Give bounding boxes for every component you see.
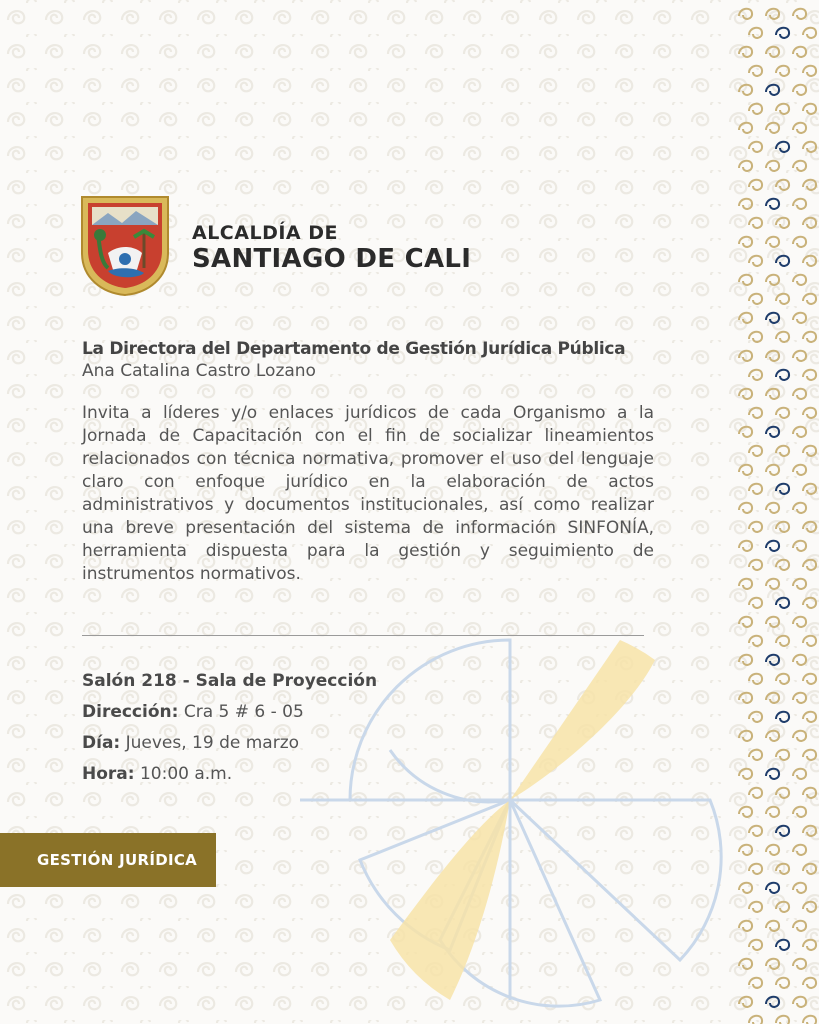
swirl-mark xyxy=(776,66,789,76)
swirl-mark xyxy=(776,750,789,760)
swirl-mark xyxy=(793,731,806,741)
swirl-mark xyxy=(766,47,779,57)
swirl-mark xyxy=(766,275,779,285)
swirl-mark xyxy=(793,541,806,551)
swirl-mark xyxy=(739,427,752,437)
swirl-mark xyxy=(793,503,806,513)
swirl-mark xyxy=(803,750,816,760)
swirl-mark xyxy=(793,845,806,855)
swirl-mark xyxy=(776,674,789,684)
swirl-mark xyxy=(776,104,789,114)
day-value: Jueves, 19 de marzo xyxy=(125,733,300,753)
swirl-mark xyxy=(803,598,816,608)
swirl-mark xyxy=(766,997,779,1007)
swirl-mark xyxy=(739,465,752,475)
swirl-mark xyxy=(766,579,779,589)
swirl-mark xyxy=(749,28,762,38)
swirl-mark xyxy=(766,655,779,665)
decorative-swirl-strip xyxy=(733,0,819,1024)
swirl-mark xyxy=(739,997,752,1007)
swirl-mark xyxy=(766,731,779,741)
swirl-mark xyxy=(793,959,806,969)
swirl-mark xyxy=(739,313,752,323)
swirl-mark xyxy=(803,864,816,874)
swirl-mark xyxy=(739,85,752,95)
swirl-mark xyxy=(749,978,762,988)
swirl-mark xyxy=(739,9,752,19)
swirl-mark xyxy=(793,199,806,209)
swirl-mark xyxy=(766,959,779,969)
swirl-mark xyxy=(766,693,779,703)
swirl-mark xyxy=(739,123,752,133)
event-details xyxy=(82,666,377,790)
swirl-mark xyxy=(749,750,762,760)
director-title: La Directora del Departamento de Gestión Jurídica Pública xyxy=(82,339,626,359)
swirl-mark xyxy=(739,351,752,361)
swirl-mark xyxy=(803,1016,816,1024)
swirl-mark xyxy=(803,712,816,722)
swirl-mark xyxy=(803,674,816,684)
swirl-mark xyxy=(803,332,816,342)
swirl-mark xyxy=(793,351,806,361)
swirl-mark xyxy=(749,712,762,722)
swirl-mark xyxy=(749,256,762,266)
swirl-mark xyxy=(793,161,806,171)
swirl-mark xyxy=(776,560,789,570)
swirl-mark xyxy=(776,294,789,304)
swirl-mark xyxy=(776,446,789,456)
director-name: Ana Catalina Castro Lozano xyxy=(82,361,316,381)
swirl-mark xyxy=(749,66,762,76)
swirl-mark xyxy=(766,389,779,399)
alcaldia-logo xyxy=(78,193,471,297)
swirl-mark xyxy=(776,598,789,608)
swirl-mark xyxy=(803,142,816,152)
swirl-mark xyxy=(793,389,806,399)
day-row xyxy=(82,728,377,759)
swirl-mark xyxy=(739,541,752,551)
department-tag xyxy=(0,833,216,887)
swirl-mark xyxy=(793,9,806,19)
swirl-mark xyxy=(739,921,752,931)
swirl-mark xyxy=(793,579,806,589)
swirl-mark xyxy=(739,693,752,703)
swirl-mark xyxy=(766,807,779,817)
swirl-mark xyxy=(803,902,816,912)
swirl-mark xyxy=(803,408,816,418)
swirl-mark xyxy=(793,997,806,1007)
swirl-mark xyxy=(749,332,762,342)
swirl-mark xyxy=(803,370,816,380)
invitation-content xyxy=(82,338,654,586)
swirl-mark xyxy=(803,294,816,304)
swirl-mark xyxy=(749,104,762,114)
swirl-mark xyxy=(766,845,779,855)
swirl-mark xyxy=(793,617,806,627)
swirl-mark xyxy=(793,47,806,57)
swirl-mark xyxy=(749,218,762,228)
swirl-mark xyxy=(749,902,762,912)
swirl-mark xyxy=(776,864,789,874)
swirl-mark xyxy=(803,636,816,646)
time-row xyxy=(82,759,377,790)
swirl-mark xyxy=(749,408,762,418)
swirl-mark xyxy=(793,807,806,817)
swirl-mark xyxy=(776,28,789,38)
org-line-2: SANTIAGO DE CALI xyxy=(192,244,472,274)
swirl-mark xyxy=(776,142,789,152)
swirl-mark xyxy=(749,864,762,874)
swirl-mark xyxy=(739,47,752,57)
pinwheel-graphic xyxy=(300,600,730,1020)
swirl-mark xyxy=(749,598,762,608)
swirl-mark xyxy=(776,332,789,342)
swirl-mark xyxy=(793,275,806,285)
swirl-mark xyxy=(739,731,752,741)
swirl-mark xyxy=(776,826,789,836)
swirl-mark xyxy=(749,826,762,836)
swirl-mark xyxy=(793,883,806,893)
swirl-mark xyxy=(766,921,779,931)
swirl-mark xyxy=(739,807,752,817)
time-value: 10:00 a.m. xyxy=(139,764,233,784)
department-tag-label: GESTIÓN JURÍDICA xyxy=(37,851,198,869)
swirl-mark xyxy=(803,978,816,988)
swirl-mark xyxy=(766,313,779,323)
swirl-mark xyxy=(776,636,789,646)
swirl-mark xyxy=(766,617,779,627)
swirl-mark xyxy=(776,484,789,494)
swirl-mark xyxy=(803,446,816,456)
swirl-mark xyxy=(793,465,806,475)
swirl-mark xyxy=(803,180,816,190)
invitation-text: Invita a líderes y/o enlaces jurídicos de cada Organismo a la Jornada de Capacitación con el fin de socializar lineamientos relacionados con técnica normativa, promover el uso del lenguaje claro con enfoque jurídico en la elaboración de actos administrativos y documentos institucionales, así como realizar una breve presentación del sistema de información SINFONÍA, herramienta dispuesta para la gestión y seguimiento de instrumentos normativos. xyxy=(82,403,654,584)
swirl-mark xyxy=(739,579,752,589)
swirl-mark xyxy=(776,712,789,722)
swirl-mark xyxy=(749,1016,762,1024)
swirl-mark xyxy=(739,503,752,513)
address-value: Cra 5 # 6 - 05 xyxy=(183,702,304,722)
swirl-mark xyxy=(749,142,762,152)
swirl-mark xyxy=(766,123,779,133)
swirl-mark xyxy=(739,959,752,969)
swirl-mark xyxy=(803,66,816,76)
swirl-mark xyxy=(749,788,762,798)
day-label: Día: xyxy=(82,733,121,753)
swirl-mark xyxy=(793,693,806,703)
swirl-mark xyxy=(793,427,806,437)
swirl-mark xyxy=(739,845,752,855)
swirl-mark xyxy=(776,902,789,912)
swirl-mark xyxy=(749,522,762,532)
swirl-mark xyxy=(749,180,762,190)
swirl-mark xyxy=(803,104,816,114)
swirl-mark xyxy=(776,788,789,798)
swirl-mark xyxy=(776,940,789,950)
venue: Salón 218 - Sala de Proyección xyxy=(82,671,378,691)
swirl-mark xyxy=(766,351,779,361)
swirl-mark xyxy=(749,370,762,380)
swirl-mark xyxy=(803,218,816,228)
swirl-mark xyxy=(793,769,806,779)
swirl-mark xyxy=(776,370,789,380)
address-row xyxy=(82,697,377,728)
swirl-mark xyxy=(766,9,779,19)
swirl-mark xyxy=(803,826,816,836)
swirl-mark xyxy=(803,28,816,38)
swirl-mark xyxy=(766,503,779,513)
swirl-mark xyxy=(793,921,806,931)
swirl-mark xyxy=(803,484,816,494)
swirl-mark xyxy=(739,655,752,665)
swirl-mark xyxy=(749,446,762,456)
swirl-mark xyxy=(776,218,789,228)
swirl-mark xyxy=(749,294,762,304)
swirl-mark xyxy=(803,940,816,950)
swirl-mark xyxy=(749,674,762,684)
swirl-mark xyxy=(739,617,752,627)
swirl-mark xyxy=(776,408,789,418)
swirl-mark xyxy=(766,199,779,209)
swirl-mark xyxy=(776,256,789,266)
swirl-mark xyxy=(766,237,779,247)
swirl-mark xyxy=(739,161,752,171)
swirl-mark xyxy=(766,465,779,475)
swirl-mark xyxy=(766,769,779,779)
swirl-mark xyxy=(766,161,779,171)
address-label: Dirección: xyxy=(82,702,179,722)
swirl-mark xyxy=(739,237,752,247)
swirl-mark xyxy=(749,636,762,646)
swirl-mark xyxy=(793,313,806,323)
swirl-mark xyxy=(793,237,806,247)
swirl-mark xyxy=(803,256,816,266)
swirl-mark xyxy=(766,883,779,893)
swirl-mark xyxy=(793,85,806,95)
swirl-mark xyxy=(739,275,752,285)
coat-of-arms-icon xyxy=(78,193,172,297)
swirl-mark xyxy=(766,85,779,95)
divider xyxy=(82,635,644,636)
swirl-mark xyxy=(803,560,816,570)
swirl-mark xyxy=(739,199,752,209)
time-label: Hora: xyxy=(82,764,135,784)
swirl-mark xyxy=(766,541,779,551)
swirl-mark xyxy=(776,978,789,988)
swirl-mark xyxy=(749,484,762,494)
swirl-mark xyxy=(766,427,779,437)
swirl-mark xyxy=(749,560,762,570)
swirl-mark xyxy=(793,655,806,665)
swirl-mark xyxy=(803,788,816,798)
swirl-mark xyxy=(776,180,789,190)
org-line-1: ALCALDÍA DE xyxy=(192,222,338,244)
swirl-mark xyxy=(749,940,762,950)
swirl-mark xyxy=(793,123,806,133)
swirl-mark xyxy=(776,1016,789,1024)
swirl-mark xyxy=(739,883,752,893)
swirl-mark xyxy=(803,522,816,532)
swirl-mark xyxy=(739,769,752,779)
swirl-mark xyxy=(776,522,789,532)
swirl-mark xyxy=(739,389,752,399)
